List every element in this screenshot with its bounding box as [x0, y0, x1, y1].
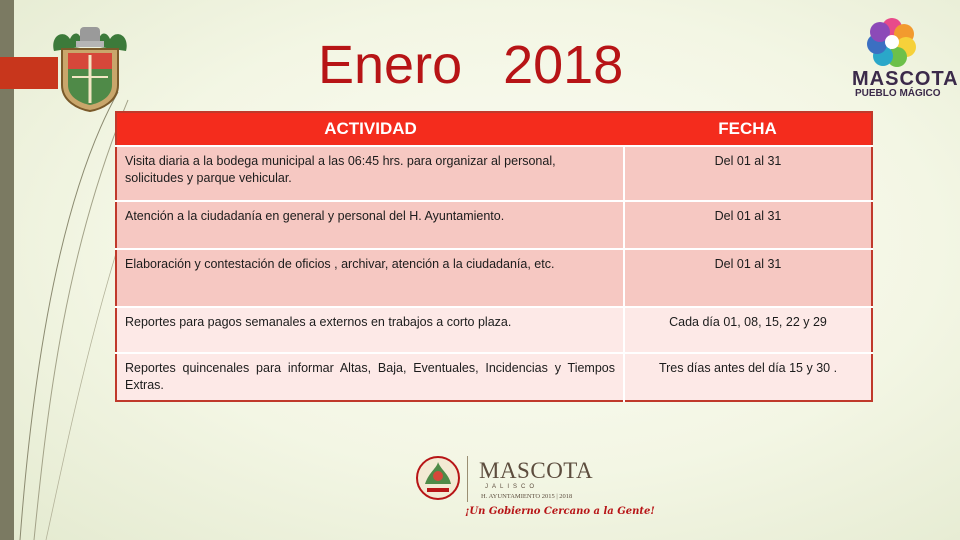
pueblo-magico-logo: [850, 16, 959, 102]
activity-cell: Elaboración y contestación de oficios , archivar, atención a la ciudadanía, etc.: [116, 249, 624, 307]
page-title: Enero 2018: [318, 35, 624, 95]
date-cell: Tres días antes del día 15 y 30 .: [624, 353, 872, 401]
ayuntamiento-name: MASCOTA: [479, 458, 594, 483]
table-row: [116, 307, 872, 353]
table-header-row: [116, 112, 872, 146]
header-activity: ACTIVIDAD: [116, 112, 624, 146]
activity-cell: Reportes para pagos semanales a externos en trabajos a corto plaza.: [116, 307, 624, 353]
date-cell: Del 01 al 31: [624, 201, 872, 249]
ayuntamiento-logo: [415, 452, 655, 530]
ayuntamiento-state: JALISCO: [485, 484, 539, 490]
header-date: FECHA: [624, 112, 872, 146]
ayuntamiento-administration: H. AYUNTAMIENTO 2015 | 2018: [481, 493, 573, 500]
date-cell: Del 01 al 31: [624, 146, 872, 201]
table-row: [116, 353, 872, 401]
date-cell: Cada día 01, 08, 15, 22 y 29: [624, 307, 872, 353]
logo-divider: [467, 456, 468, 502]
coat-of-arms-icon: [50, 25, 130, 113]
table-row: [116, 146, 872, 201]
pueblo-magico-name: MASCOTA: [852, 68, 959, 90]
table-row: [116, 201, 872, 249]
date-cell: Del 01 al 31: [624, 249, 872, 307]
activity-cell: Reportes quincenales para informar Altas, Baja, Eventuales, Incidencias y Tiempos Extras.: [116, 353, 624, 401]
table-row: [116, 249, 872, 307]
pinwheel-flower-icon: [866, 16, 918, 68]
activity-cell: Atención a la ciudadanía en general y personal del H. Ayuntamiento.: [116, 201, 624, 249]
ayuntamiento-slogan: ¡Un Gobierno Cercano a la Gente!: [465, 506, 655, 517]
activity-cell: Visita diaria a la bodega municipal a las 06:45 hrs. para organizar al personal, solicitudes y parque vehicular.: [116, 146, 624, 201]
ayuntamiento-seal-icon: [415, 454, 461, 504]
pueblo-magico-tagline: PUEBLO MÁGICO: [855, 88, 941, 99]
activity-schedule-table: [115, 111, 873, 402]
